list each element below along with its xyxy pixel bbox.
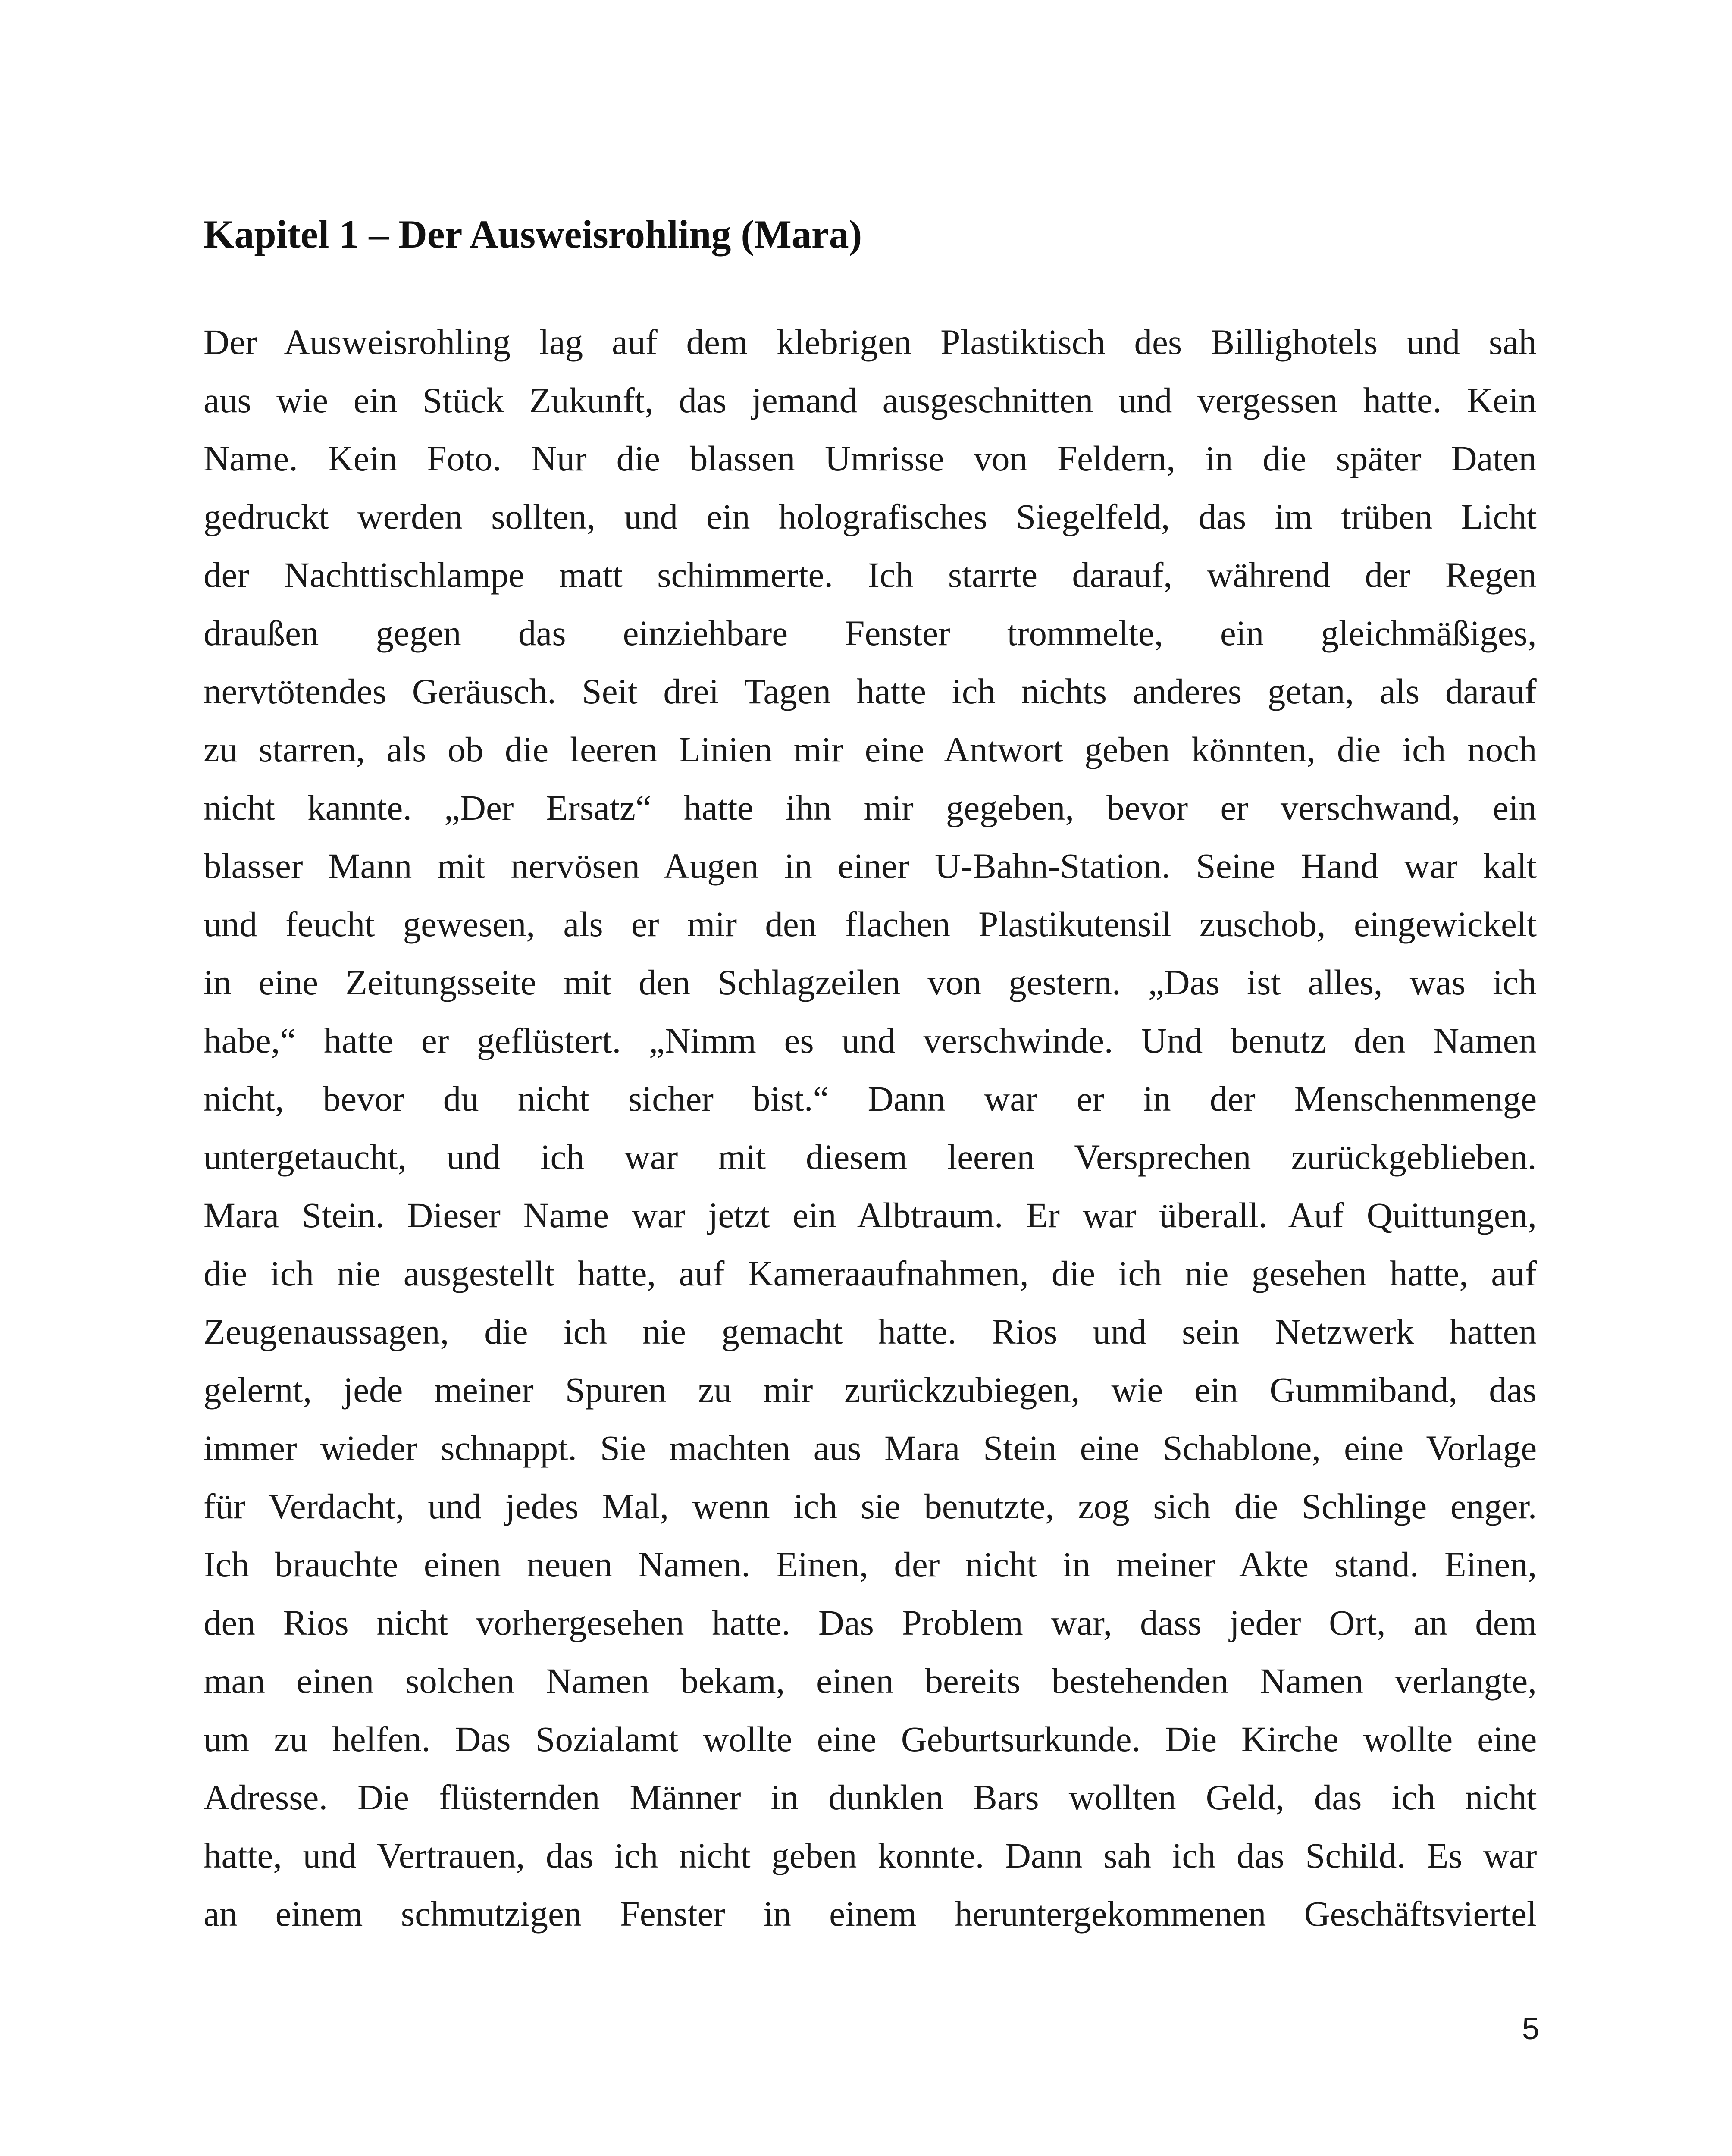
text-line: immer wieder schnappt. Sie machten aus Mara Stein eine Schablone, eine Vorlage bbox=[204, 1428, 1537, 1468]
text-line: draußen gegen das einziehbare Fenster trommelte, ein gleichmäßiges, bbox=[204, 613, 1537, 653]
text-line: an einem schmutzigen Fenster in einem heruntergekommenen Geschäftsviertel bbox=[204, 1894, 1537, 1934]
text-line: hatte, und Vertrauen, das ich nicht geben konnte. Dann sah ich das Schild. Es war bbox=[204, 1836, 1537, 1875]
text-line: Ich brauchte einen neuen Namen. Einen, der nicht in meiner Akte stand. Einen, bbox=[204, 1545, 1537, 1584]
body-paragraph bbox=[204, 313, 1537, 1943]
text-line: die ich nie ausgestellt hatte, auf Kameraaufnahmen, die ich nie gesehen hatte, auf bbox=[204, 1253, 1537, 1293]
chapter-title: Kapitel 1 – Der Ausweisrohling (Mara) bbox=[204, 212, 862, 256]
text-line: Adresse. Die flüsternden Männer in dunklen Bars wollten Geld, das ich nicht bbox=[204, 1777, 1537, 1817]
text-line: nicht kannte. „Der Ersatz“ hatte ihn mir gegeben, bevor er verschwand, ein bbox=[204, 788, 1537, 827]
text-line: den Rios nicht vorhergesehen hatte. Das Problem war, dass jeder Ort, an dem bbox=[204, 1603, 1537, 1642]
text-line: um zu helfen. Das Sozialamt wollte eine Geburtsurkunde. Die Kirche wollte eine bbox=[204, 1719, 1537, 1759]
text-line: habe,“ hatte er geflüstert. „Nimm es und verschwinde. Und benutz den Namen bbox=[204, 1021, 1537, 1060]
text-line: und feucht gewesen, als er mir den flachen Plastikutensil zuschob, eingewickelt bbox=[204, 904, 1537, 944]
text-line: untergetaucht, und ich war mit diesem leeren Versprechen zurückgeblieben. bbox=[204, 1137, 1537, 1177]
text-line: der Nachttischlampe matt schimmerte. Ich starrte darauf, während der Regen bbox=[204, 555, 1537, 595]
text-line: gelernt, jede meiner Spuren zu mir zurückzubiegen, wie ein Gummiband, das bbox=[204, 1370, 1537, 1410]
text-line: blasser Mann mit nervösen Augen in einer U-Bahn-Station. Seine Hand war kalt bbox=[204, 846, 1537, 886]
text-line: in eine Zeitungsseite mit den Schlagzeilen von gestern. „Das ist alles, was ich bbox=[204, 962, 1537, 1002]
text-line: für Verdacht, und jedes Mal, wenn ich sie benutzte, zog sich die Schlinge enger. bbox=[204, 1486, 1537, 1526]
text-line: Zeugenaussagen, die ich nie gemacht hatte. Rios und sein Netzwerk hatten bbox=[204, 1312, 1537, 1351]
page-number: 5 bbox=[1522, 2012, 1539, 2046]
text-line: nervtötendes Geräusch. Seit drei Tagen hatte ich nichts anderes getan, als darauf bbox=[204, 671, 1537, 711]
text-line: aus wie ein Stück Zukunft, das jemand ausgeschnitten und vergessen hatte. Kein bbox=[204, 380, 1537, 420]
text-line: Name. Kein Foto. Nur die blassen Umrisse von Feldern, in die später Daten bbox=[204, 439, 1537, 478]
text-line: man einen solchen Namen bekam, einen bereits bestehenden Namen verlangte, bbox=[204, 1661, 1537, 1701]
text-line: Der Ausweisrohling lag auf dem klebrigen Plastiktisch des Billighotels und sah bbox=[204, 322, 1537, 362]
text-line: gedruckt werden sollten, und ein holografisches Siegelfeld, das im trüben Licht bbox=[204, 497, 1537, 536]
text-line: Mara Stein. Dieser Name war jetzt ein Albtraum. Er war überall. Auf Quittungen, bbox=[204, 1195, 1537, 1235]
text-line: zu starren, als ob die leeren Linien mir eine Antwort geben könnten, die ich noch bbox=[204, 730, 1537, 769]
text-line: nicht, bevor du nicht sicher bist.“ Dann war er in der Menschenmenge bbox=[204, 1079, 1537, 1119]
